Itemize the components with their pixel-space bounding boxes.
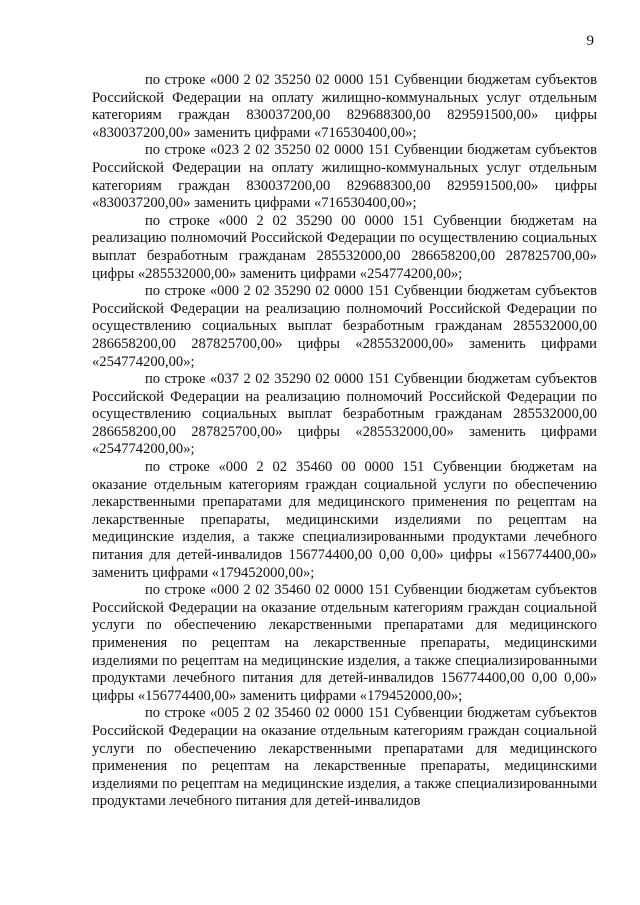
document-body	[92, 72, 597, 811]
amendment-paragraph-4: по строке «000 2 02 35290 02 0000 151 Субвенции бюджетам субъектов Российской Федерации на реализацию полномочий Российской Федерации по осуществлению социальных выплат безработным гражданам 285532000,00 286658200,00 287825700,00» цифры «285532000,00» заменить цифрами «254774200,00»;	[92, 283, 597, 370]
amendment-paragraph-3: по строке «000 2 02 35290 00 0000 151 Субвенции бюджетам на реализацию полномочий Российской Федерации по осуществлению социальных выплат безработным гражданам 285532000,00 286658200,00 287825700,00» цифры «285532000,00» заменить цифрами «254774200,00»;	[92, 212, 597, 282]
amendment-paragraph-8: по строке «005 2 02 35460 02 0000 151 Субвенции бюджетам субъектов Российской Федерации на оказание отдельным категориям граждан социальной услуги по обеспечению лекарственными препаратами для медицинского применения по рецептам на лекарственные препараты, медицинскими изделиями по рецептам на медицинские изделия, а также специализированными продуктами лечебного питания для детей-инвалидов	[92, 705, 597, 810]
amendment-paragraph-1: по строке «000 2 02 35250 02 0000 151 Субвенции бюджетам субъектов Российской Федерации на оплату жилищно-коммунальных услуг отдельным категориям граждан 830037200,00 829688300,00 829591500,00» цифры «830037200,00» заменить цифрами «716530400,00»;	[92, 72, 597, 141]
amendment-paragraph-2: по строке «023 2 02 35250 02 0000 151 Субвенции бюджетам субъектов Российской Федерации на оплату жилищно-коммунальных услуг отдельным категориям граждан 830037200,00 829688300,00 829591500,00» цифры «830037200,00» заменить цифрами «716530400,00»;	[92, 142, 597, 212]
amendment-paragraph-6: по строке «000 2 02 35460 00 0000 151 Субвенции бюджетам на оказание отдельным категориям граждан социальной услуги по обеспечению лекарственными препаратами для медицинского применения по рецептам на лекарственные препараты, медицинскими изделиями по рецептам на медицинские изделия, а также специализированными продуктами лечебного питания для детей-инвалидов 156774400,00 0,00 0,00» цифры «156774400,00» заменить цифрами «179452000,00»;	[92, 459, 597, 581]
page-number: 9	[586, 33, 594, 49]
amendment-paragraph-5: по строке «037 2 02 35290 02 0000 151 Субвенции бюджетам субъектов Российской Федерации на реализацию полномочий Российской Федерации по осуществлению социальных выплат безработным гражданам 285532000,00 286658200,00 287825700,00» цифры «285532000,00» заменить цифрами «254774200,00»;	[92, 371, 597, 458]
amendment-paragraph-7: по строке «000 2 02 35460 02 0000 151 Субвенции бюджетам субъектов Российской Федерации на оказание отдельным категориям граждан социальной услуги по обеспечению лекарственными препаратами для медицинского применения по рецептам на лекарственные препараты, медицинскими изделиями по рецептам на медицинские изделия, а также специализированными продуктами лечебного питания для детей-инвалидов 156774400,00 0,00 0,00» цифры «156774400,00» заменить цифрами «179452000,00»;	[92, 582, 597, 704]
